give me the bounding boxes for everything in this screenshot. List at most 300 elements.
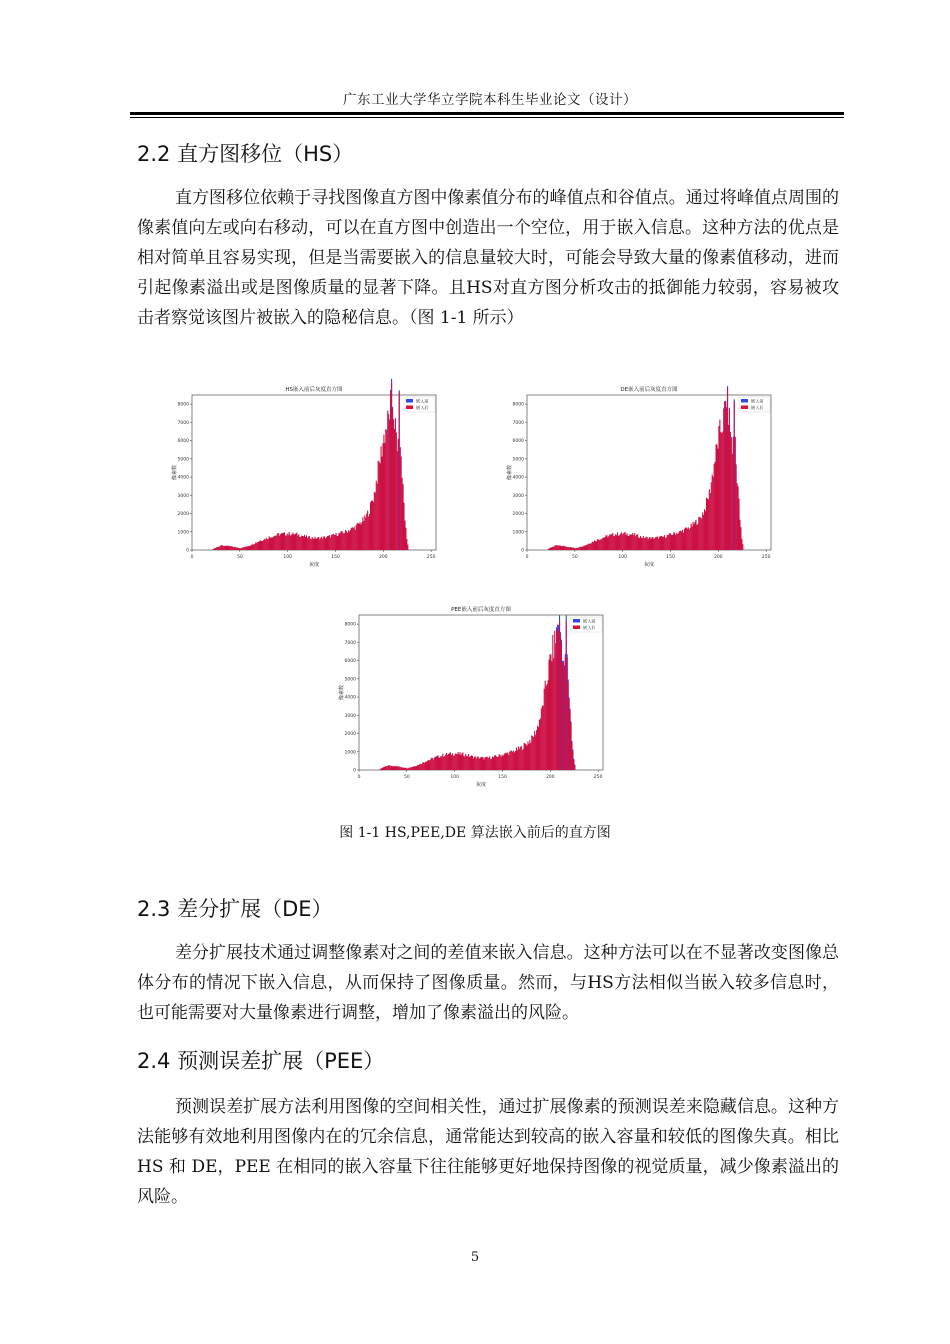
legend-swatch-before [573,619,580,623]
bar-after [657,536,658,550]
bar-after [577,548,578,550]
bar-after [365,517,366,550]
bar-after [685,528,686,550]
y-tick-label: 3000 [512,493,524,499]
bar-after [556,545,557,550]
bar-after [383,767,384,770]
bar-after [456,754,457,770]
bar-after [444,756,445,770]
bar-after [492,757,493,770]
bar-after [731,437,732,550]
bar-after [376,481,377,550]
bar-after [348,530,349,550]
x-tick-label: 0 [525,555,529,560]
y-axis-label: 像素数 [507,464,513,481]
bar-after [554,631,555,770]
bar-after [333,534,334,550]
bar-after [674,533,675,550]
y-tick-label: 8000 [177,402,189,408]
bar-after [393,766,394,770]
bar-after [582,546,583,550]
bar-after [634,533,635,550]
bar-after [475,756,476,770]
bar-after [664,535,665,550]
bar-after [352,527,353,550]
bar-after [560,636,561,770]
bar-after [253,544,254,550]
bar-after [491,759,492,770]
bar-after [498,756,499,770]
bar-after [406,768,407,770]
bar-after [709,489,710,550]
bar-after [697,524,698,550]
bar-after [437,756,438,770]
bar-after [605,537,606,550]
bar-after [556,630,557,770]
bar-after [559,621,560,770]
bar-after [543,706,544,770]
bar-after [312,537,313,550]
bar-after [368,516,369,550]
bar-after [568,681,569,770]
bar-after [531,735,532,770]
bar-after [545,681,546,770]
histogram-chart-de [505,378,785,573]
y-tick-label: 8000 [512,402,524,408]
x-tick-label: 50 [236,555,243,560]
bar-after [567,547,568,550]
bar-after [300,537,301,550]
bar-after [583,546,584,550]
bar-after [411,767,412,770]
bar-after [594,540,595,550]
bar-after [655,537,656,550]
bar-after [461,753,462,770]
bar-after [366,514,367,550]
bar-after [599,540,600,550]
bar-after [714,464,715,550]
x-tick-label: 250 [593,775,603,780]
bar-after [636,535,637,550]
bar-after [360,524,361,550]
bar-after [358,523,359,550]
x-tick-label: 150 [331,555,340,560]
running-header: 广东工业大学华立学院本科生毕业论文（设计） [343,92,637,108]
bar-after [383,435,384,550]
bar-after [237,548,238,550]
bar-after [537,726,538,770]
bar-after [310,539,311,550]
x-tick-label: 100 [283,555,292,560]
bar-after [676,533,677,550]
bar-after [739,520,740,550]
bar-after [671,535,672,550]
x-tick-label: 0 [190,555,194,560]
bar-after [424,763,425,770]
bar-after [726,409,727,550]
header-rule-thin [130,117,844,118]
bar-after [694,522,695,550]
bar-after [261,541,262,550]
bar-after [523,749,524,770]
bar-after [689,529,690,550]
bar-after [681,531,682,550]
bar-after [354,527,355,550]
bar-after [249,546,250,550]
bar-after [391,766,392,770]
bar-after [533,737,534,770]
bar-after [387,766,388,770]
bar-after [392,766,393,770]
bar-after [504,753,505,770]
bar-after [562,662,563,770]
bar-after [231,546,232,550]
bar-after [535,735,536,770]
bar-after [341,531,342,550]
bar-after [403,768,404,770]
bar-after [443,757,444,770]
bar-after [236,548,237,550]
bar-after [536,730,537,770]
bar-after [419,764,420,770]
y-tick-label: 2000 [512,512,524,518]
bar-after [269,536,270,550]
bar-after [678,533,679,550]
bar-after [287,534,288,550]
bar-after [331,535,332,550]
bar-after [378,461,379,550]
bar-after [251,544,252,550]
bar-after [721,433,722,550]
bar-after [506,753,507,770]
bar-after [216,547,217,550]
bar-after [620,534,621,550]
x-axis-label: 灰度 [475,782,487,788]
bar-after [555,545,556,550]
bar-after [566,621,567,770]
bar-after [220,546,221,550]
bar-after [711,482,712,550]
bar-after [395,418,396,550]
bar-after [627,536,628,550]
bar-after [474,757,475,770]
bar-after [619,535,620,550]
bar-after [592,542,593,550]
bar-after [381,768,382,770]
bar-after [586,545,587,550]
bar-after [401,767,402,770]
bar-after [520,747,521,770]
bar-after [254,544,255,550]
bar-after [569,547,570,550]
bar-after [399,392,400,550]
bar-after [580,547,581,550]
bar-after [363,521,364,550]
bar-after [604,538,605,550]
bar-after [306,535,307,550]
bar-after [485,757,486,770]
bar-after [315,539,316,550]
bar-after [289,532,290,550]
bar-after [730,432,731,550]
bar-after [649,538,650,550]
bar-after [336,536,337,550]
bar-after [263,540,264,550]
bar-after [382,443,383,550]
y-tick-label: 0 [521,548,524,554]
bar-after [215,548,216,550]
bar-after [229,546,230,550]
bar-after [696,525,697,550]
bar-after [323,537,324,550]
bar-after [219,546,220,550]
bar-after [396,432,397,550]
bar-after [230,546,231,550]
bar-after [719,420,720,550]
y-tick-label: 7000 [177,420,189,426]
bar-after [268,539,269,550]
bar-after [347,533,348,550]
bar-after [284,532,285,550]
bar-after [626,535,627,550]
bar-after [324,536,325,550]
bar-after [407,768,408,770]
bar-after [672,535,673,550]
section-paragraph-hs: 直方图移位依赖于寻找图像直方图中像素值分布的峰值点和谷值点。通过将峰值点周围的像素值向左或向右移动，可以在直方图中创造出一个空位，用于嵌入信息。这种方法的优点是相对简单且容易实现，但是当需要嵌入的信息量较大时，可能会导致大量的像素值移动，进而引起像素溢出或是图像质量的显著下降。且HS对直方图分析攻击的抵御能力较弱，容易被攻击者察觉该图片被嵌入的隐秘信息。（图 1-1 所示） [137,188,839,328]
bar-after [392,409,393,550]
bar-after [550,654,551,770]
bar-after [570,710,571,770]
bar-after [503,754,504,770]
bar-after [278,533,279,550]
bar-after [392,766,393,770]
bar-after [364,515,365,550]
bar-after [511,751,512,770]
bar-after [495,755,496,770]
bar-after [705,511,706,550]
bar-after [402,478,403,550]
bar-after [722,432,723,550]
bar-after [458,752,459,770]
bar-after [405,768,406,770]
bar-after [445,755,446,770]
bar-after [393,419,394,550]
bar-after [608,536,609,550]
bar-after [692,527,693,550]
bar-after [521,746,522,770]
bar-after [700,518,701,550]
bar-after [551,547,552,550]
bar-after [358,524,359,550]
bar-after [643,536,644,550]
bar-after [228,546,229,550]
bar-after [628,536,629,550]
bar-after [403,484,404,550]
bar-after [565,546,566,550]
bar-after [563,546,564,550]
bar-after [552,547,553,550]
bar-after [669,534,670,550]
bar-after [238,548,239,550]
bar-after [729,408,730,550]
bar-after [264,539,265,550]
bar-after [530,743,531,770]
bar-after [459,752,460,770]
y-tick-label: 1000 [344,750,356,756]
bar-after [425,762,426,770]
bar-after [528,744,529,770]
bar-after [212,549,213,550]
bar-after [380,463,381,550]
bar-after [338,533,339,550]
bar-after [500,755,501,770]
bar-after [225,546,226,550]
bar-after [660,536,661,550]
bar-after [373,502,374,550]
bar-after [388,414,389,550]
bar-after [329,535,330,550]
bar-after [244,547,245,550]
bar-after [632,533,633,550]
bar-after [408,768,409,770]
bar-after [294,534,295,550]
bar-after [559,546,560,550]
bar-after [223,546,224,550]
bar-after [450,752,451,770]
bar-after [436,756,437,770]
bar-after [390,393,391,550]
bar-after [409,768,410,770]
bar-after [307,538,308,550]
bar-after [548,680,549,770]
bar-after [476,759,477,770]
bar-after [224,546,225,550]
bar-after [292,532,293,550]
bar-after [270,538,271,550]
bar-after [321,537,322,550]
bar-after [715,462,716,550]
bar-after [650,539,651,550]
bar-after [362,517,363,550]
bar-after [501,757,502,770]
bar-after [682,530,683,550]
bar-after [635,536,636,550]
bar-after [717,449,718,550]
bar-after [382,768,383,770]
bar-after [575,548,576,550]
bar-after [396,766,397,770]
bar-after [525,744,526,770]
bar-after [367,511,368,550]
bar-after [734,401,735,550]
chart-title: PEE嵌入前后灰度直方图 [451,607,511,613]
bar-after [642,538,643,550]
bar-after [385,766,386,770]
bar-after [240,548,241,550]
bar-after [375,493,376,550]
bar-after [221,545,222,550]
y-tick-label: 7000 [512,420,524,426]
bar-after [733,438,734,550]
bar-after [478,757,479,770]
section-paragraph-pee: 预测误差扩展方法利用图像的空间相关性，通过扩展像素的预测误差来隐藏信息。这种方法能够有效地利用图像内在的冗余信息，通常能达到较高的嵌入容量和较低的图像失真。相比 HS 和 DE，PEE 在相同的嵌入容量下往往能够更好地保持图像的视觉质量，减少像素溢出的风险。 [137,1097,839,1207]
bar-after [225,546,226,550]
bar-after [417,765,418,770]
bar-after [235,547,236,550]
bar-after [617,532,618,550]
bar-after [645,538,646,550]
bar-after [738,499,739,550]
bar-after [552,635,553,770]
bar-after [277,533,278,550]
bar-after [298,534,299,550]
bar-after [526,746,527,770]
bar-after [659,537,660,550]
bar-after [247,547,248,550]
bar-after [394,766,395,770]
bar-after [272,538,273,550]
histogram-chart-hs [170,378,450,573]
bar-after [691,524,692,550]
bar-after [410,768,411,770]
bar-after [414,766,415,770]
bar-after [555,643,556,770]
bar-after [245,547,246,550]
bar-after [740,527,741,550]
bar-after [641,538,642,550]
bar-after [509,752,510,770]
bar-after [704,509,705,550]
bar-after [334,535,335,550]
bar-after [505,753,506,770]
bar-after [327,536,328,550]
bar-after [499,754,500,770]
figure-caption: 图 1-1 HS,PEE,DE 算法嵌入前后的直方图 [339,825,611,841]
bar-after [542,705,543,770]
bar-after [414,766,415,770]
bar-after [587,544,588,550]
bar-after [698,517,699,550]
bar-after [349,532,350,550]
bar-after [427,761,428,770]
bar-after [640,536,641,550]
bar-after [737,483,738,550]
bar-after [584,546,585,550]
bar-after [379,769,380,770]
bar-after [680,531,681,550]
bar-after [357,523,358,550]
bar-after [285,535,286,550]
bar-after [446,753,447,770]
bar-after [675,535,676,550]
bar-after [551,661,552,770]
bar-after [723,408,724,550]
bar-after [361,522,362,550]
bar-after [646,537,647,550]
bar-after [654,538,655,550]
bar-after [265,540,266,550]
y-tick-label: 0 [353,768,356,774]
bar-after [400,767,401,770]
bar-after [262,541,263,550]
bar-after [550,548,551,550]
bar-after [413,767,414,770]
bar-after [735,438,736,550]
bar-after [589,544,590,550]
bar-after [609,535,610,550]
bar-after [547,549,548,550]
bar-after [295,533,296,550]
